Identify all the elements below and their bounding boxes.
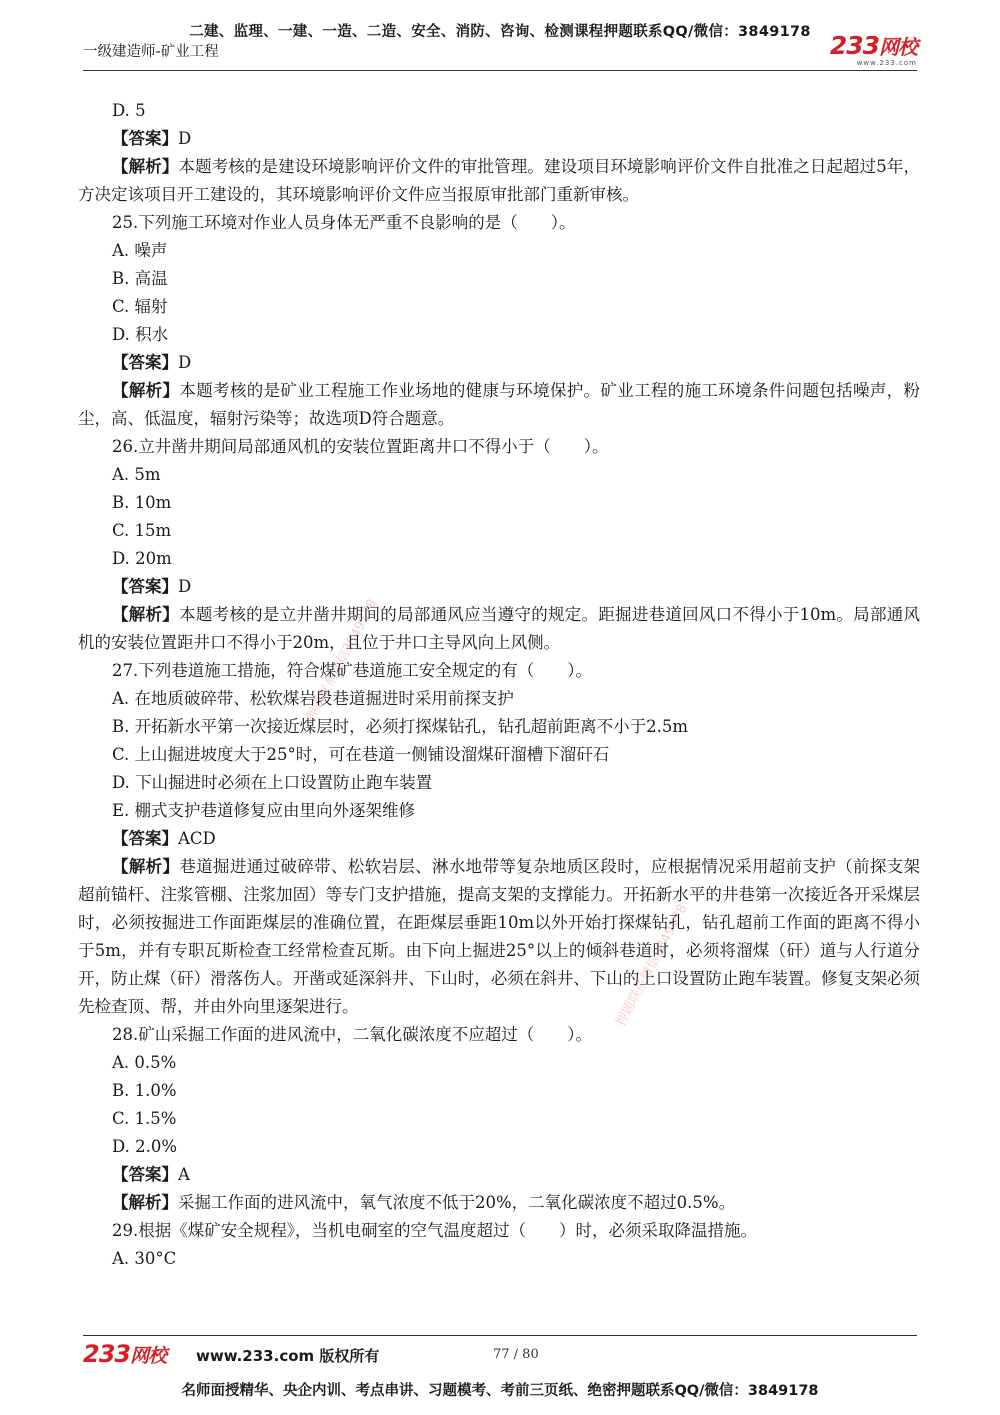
footer-copyright: www.233.com 版权所有 (196, 1347, 380, 1365)
option-line: C. 1.5% (112, 1109, 177, 1128)
footer-logo (83, 1340, 166, 1368)
answer-line (78, 125, 920, 153)
option-line: B. 1.0% (112, 1081, 177, 1100)
option-line: A. 0.5% (112, 1053, 177, 1072)
option-line: A. 5m (112, 465, 161, 484)
option-line: D. 积水 (112, 325, 169, 344)
option-line: D. 5 (112, 101, 146, 120)
answer-tag: 【答案】 (112, 829, 178, 848)
option-line: A. 30°C (112, 1249, 177, 1268)
page-number: 77 / 80 (493, 1347, 539, 1362)
explanation-tag: 【解析】 (112, 857, 180, 876)
option-line: D. 20m (112, 549, 172, 568)
question-28: 28.矿山采掘工作面的进风流中，二氧化碳浓度不应超过（ ）。 (112, 1025, 592, 1044)
option-line: D. 2.0% (112, 1137, 178, 1156)
option-line: B. 开拓新水平第一次接近煤层时，必须打探煤钻孔，钻孔超前距离不小于2.5m (112, 717, 689, 736)
explanation-tag: 【解析】 (112, 381, 180, 400)
option-line: B. 10m (112, 493, 172, 512)
explanation-tag: 【解析】 (112, 1193, 178, 1212)
option-line: E. 棚式支护巷道修复应由里向外逐架维修 (112, 801, 416, 820)
answer-line (78, 573, 920, 601)
document-title: 一级建造师-矿业工程 (83, 44, 219, 60)
option-line: A. 在地质破碎带、松软煤岩段巷道掘进时采用前探支护 (112, 689, 514, 708)
option-line: C. 上山掘进坡度大于25°时，可在巷道一侧铺设溜煤矸溜槽下溜矸石 (112, 745, 610, 764)
question-content (78, 97, 920, 1273)
option-line: C. 辐射 (112, 297, 168, 316)
answer-line (78, 825, 920, 853)
explanation-tag: 【解析】 (112, 157, 179, 176)
answer-value: D (178, 577, 192, 596)
bottom-promo-banner: 名师面授精华、央企内训、考点串讲、习题模考、考前三页纸、绝密押题联系QQ/微信：3849178 (181, 1383, 819, 1399)
answer-value: ACD (178, 829, 216, 848)
answer-value: A (178, 1165, 190, 1184)
option-line: C. 15m (112, 521, 172, 540)
watermark: 押题联系微信3849178 (613, 901, 691, 1029)
footer-logo-cn: 网校 (130, 1345, 167, 1367)
answer-tag: 【答案】 (112, 1165, 178, 1184)
answer-value: D (178, 129, 192, 148)
option-line: B. 高温 (112, 269, 168, 288)
watermark: 押题联系微信3849178 (303, 596, 381, 724)
answer-line (78, 349, 920, 377)
question-26: 26.立井凿井期间局部通风机的安装位置距离井口不得小于（ ）。 (112, 437, 609, 456)
question-29: 29.根据《煤矿安全规程》，当机电硐室的空气温度超过（ ）时，必须采取降温措施。 (112, 1221, 757, 1240)
brand-logo (830, 33, 917, 67)
explanation-text: 采掘工作面的进风流中，氧气浓度不低于20%，二氧化碳浓度不超过0.5%。 (178, 1193, 736, 1212)
logo-url: www.233.com (856, 59, 917, 67)
explanation-para (78, 853, 920, 1021)
footer-logo-number: 233 (83, 1340, 131, 1368)
answer-line (78, 1161, 920, 1189)
question-25: 25.下列施工环境对作业人员身体无严重不良影响的是（ ）。 (112, 213, 576, 232)
explanation-text: 本题考核的是建设环境影响评价文件的审批管理。建设项目环境影响评价文件自批准之日起超过5年，方决定该项目开工建设的，其环境影响评价文件应当报原审批部门重新审核。 (78, 157, 921, 204)
option-line: D. 下山掘进时必须在上口设置防止跑车装置 (112, 773, 433, 792)
answer-value: D (178, 353, 192, 372)
explanation-text: 巷道掘进通过破碎带、松软岩层、淋水地带等复杂地质区段时，应根据情况采用超前支护（前探支架超前锚杆、注浆管棚、注浆加固）等专门支护措施，提高支架的支撑能力。开拓新水平的井巷第一次接近各开采煤层时，必须按掘进工作面距煤层的准确位置，在距煤层垂距10m以外开始打探煤钻孔，钻孔超前工作面的距离不得小于5m，并有专职瓦斯检查工经常检查瓦斯。由下向上掘进25°以上的倾斜巷道时，必须将溜煤（矸）道与人行道分开，防止煤（矸）滑落伤人。开凿或延深斜井、下山时，必须在斜井、下山的上口设置防止跑车装置。修复支架必须先检查顶、帮，并由外向里逐架进行。 (78, 857, 921, 1016)
header-divider (83, 70, 917, 71)
explanation-para (78, 1189, 920, 1217)
answer-tag: 【答案】 (112, 129, 178, 148)
logo-cn: 网校 (879, 35, 917, 59)
question-27: 27.下列巷道施工措施，符合煤矿巷道施工安全规定的有（ ）。 (112, 661, 592, 680)
top-promo-banner: 二建、监理、一建、一造、二造、安全、消防、咨询、检测课程押题联系QQ/微信：3849178 (189, 24, 811, 40)
explanation-text: 本题考核的是立井凿井期间的局部通风应当遵守的规定。距掘进巷道回风口不得小于10m。局部通风机的安装位置距井口不得小于20m，且位于井口主导风向上风侧。 (78, 605, 920, 652)
answer-tag: 【答案】 (112, 577, 178, 596)
option-line: A. 噪声 (112, 241, 168, 260)
footer-divider (83, 1335, 917, 1336)
explanation-para (78, 377, 920, 433)
explanation-text: 本题考核的是矿业工程施工作业场地的健康与环境保护。矿业工程的施工环境条件问题包括噪声，粉尘，高、低温度，辐射污染等；故选项D符合题意。 (78, 381, 921, 428)
logo-number: 233 (829, 31, 879, 60)
answer-tag: 【答案】 (112, 353, 178, 372)
explanation-tag: 【解析】 (112, 605, 180, 624)
explanation-para (78, 153, 920, 209)
explanation-para (78, 601, 920, 657)
